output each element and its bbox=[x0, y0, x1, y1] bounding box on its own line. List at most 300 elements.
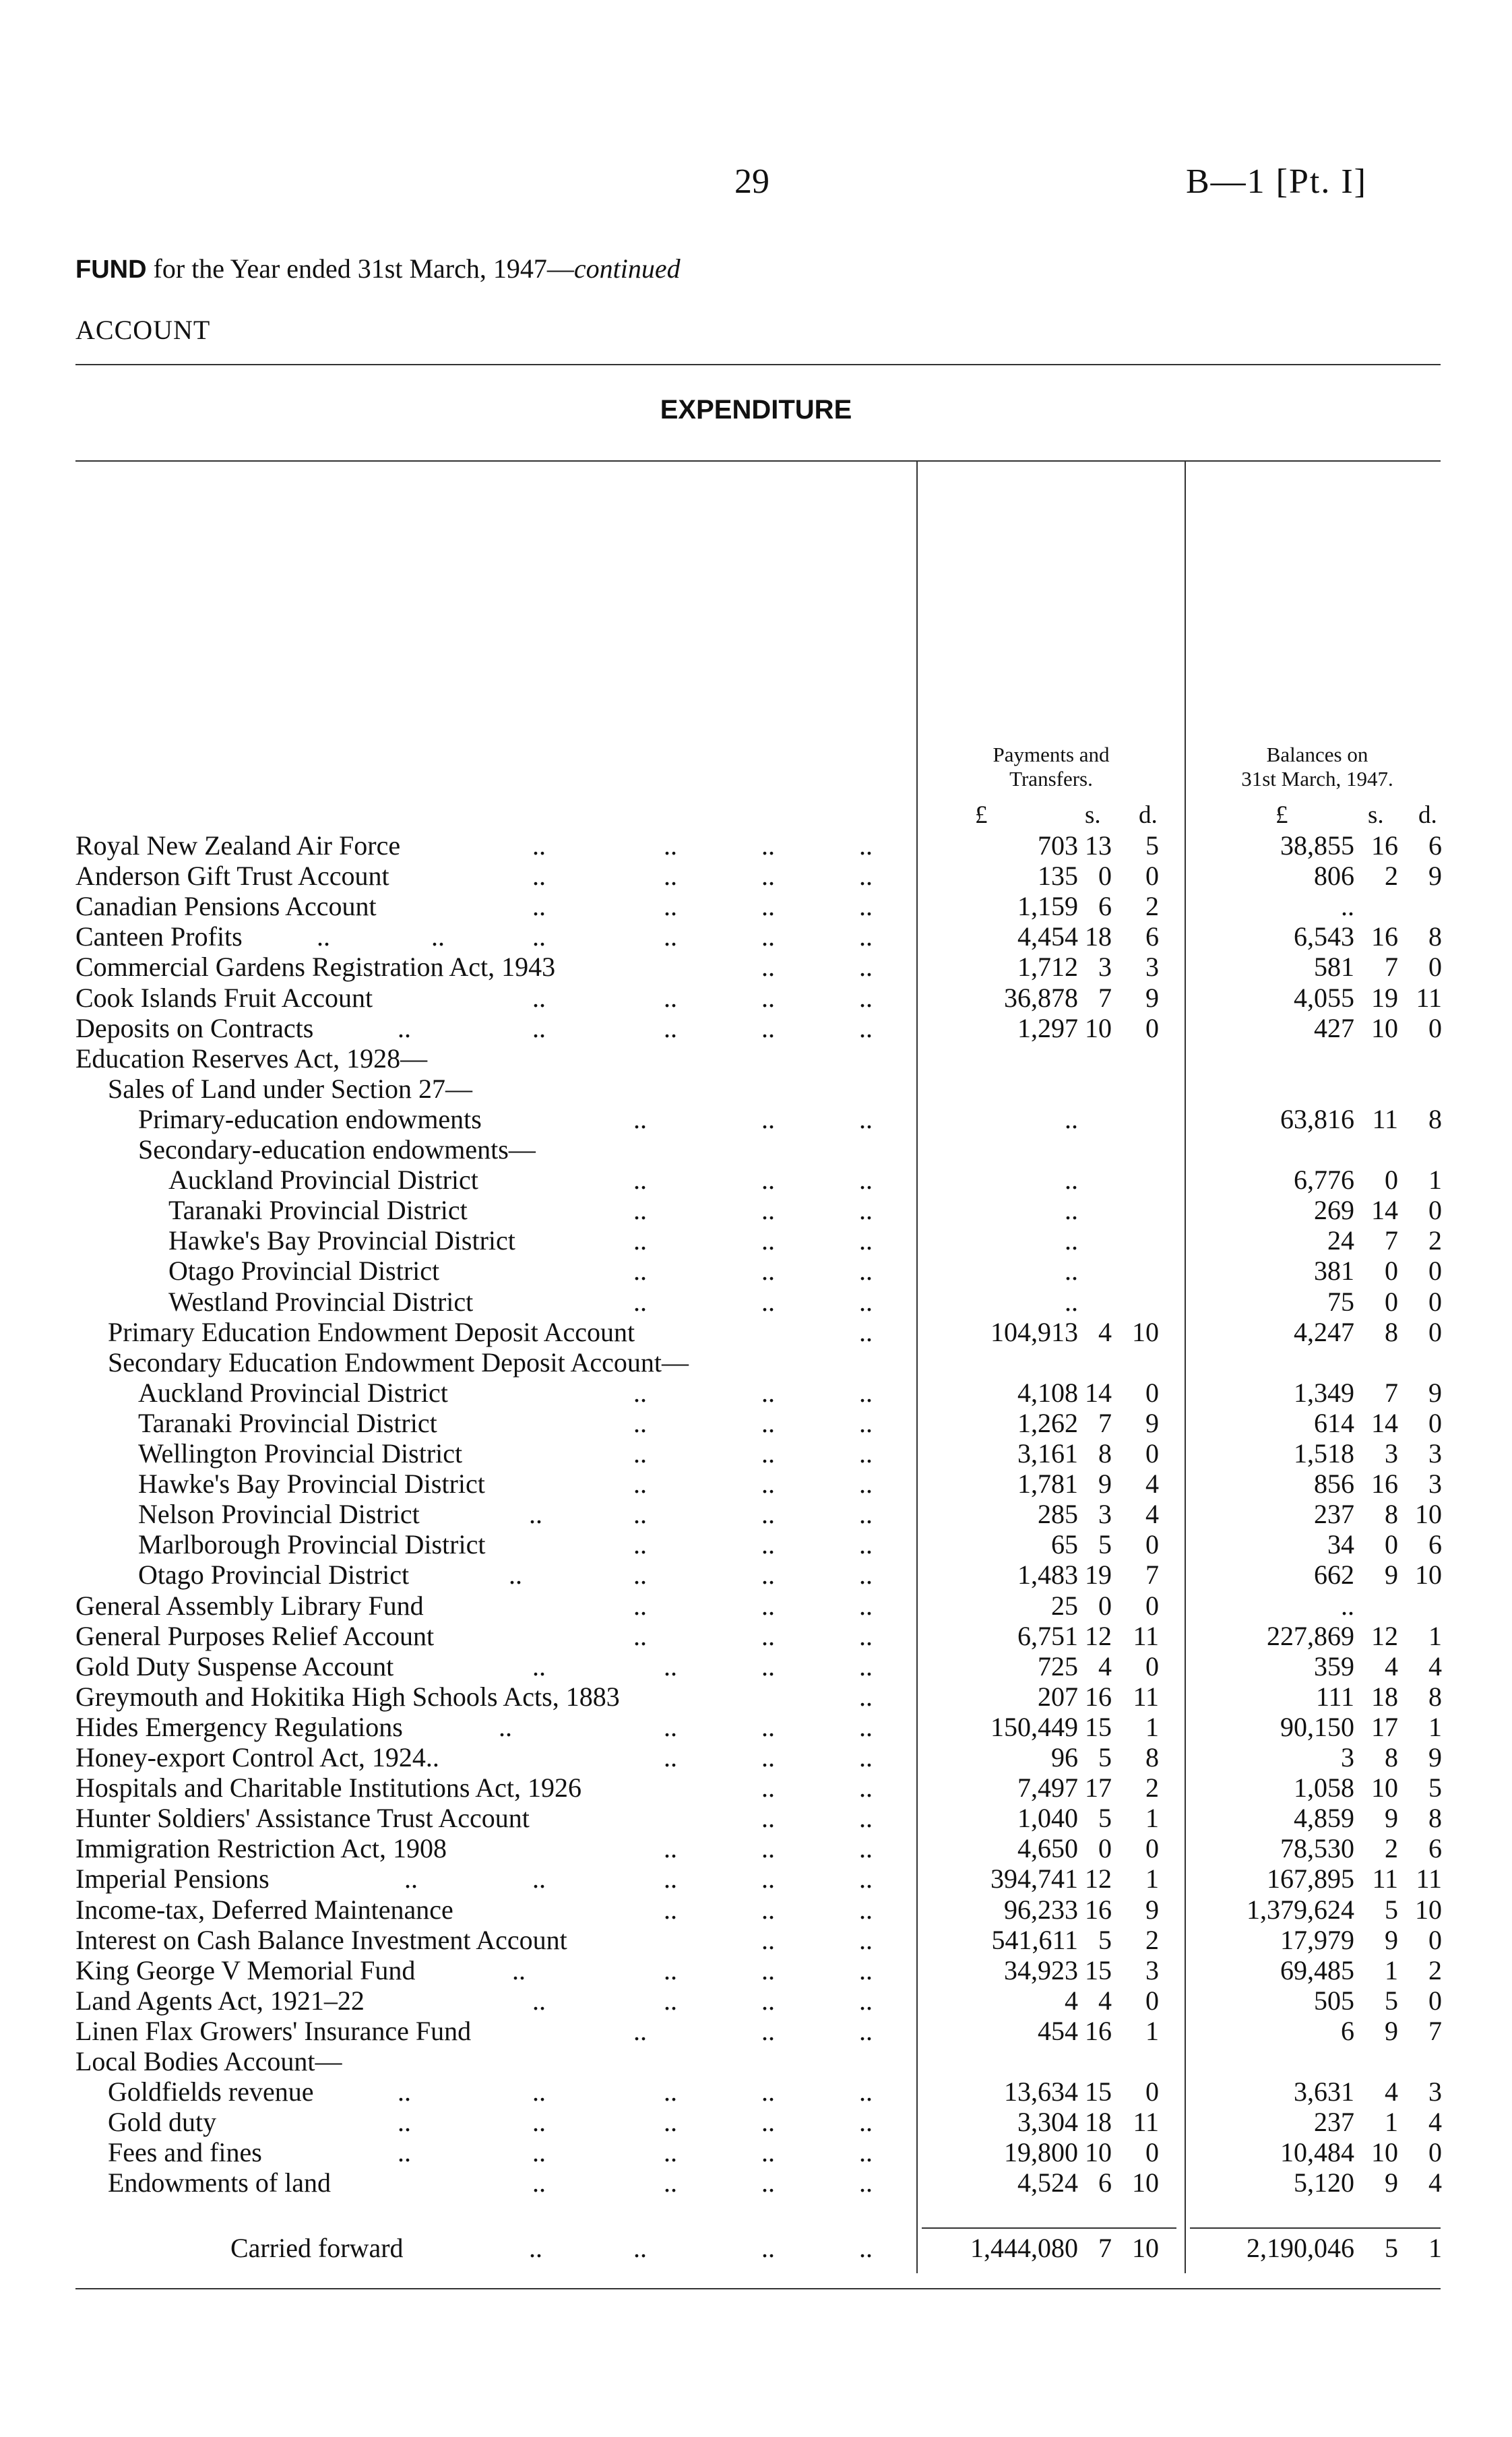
row-label: Hides Emergency Regulations bbox=[75, 1711, 403, 1742]
payments-shillings: 6 bbox=[1098, 891, 1112, 922]
leader-dot: .. bbox=[532, 1012, 546, 1043]
balances-pound-unit: £ bbox=[1275, 801, 1288, 829]
leader-dot: .. bbox=[761, 2015, 775, 2046]
row-label: Otago Provincial District bbox=[168, 1256, 440, 1287]
balances-shillings: 5 bbox=[1385, 1894, 1398, 1925]
leader-dot: .. bbox=[404, 1863, 418, 1894]
balances-pence: 8 bbox=[1428, 1681, 1442, 1712]
payments-pence-unit: d. bbox=[1139, 801, 1158, 829]
leader-dot: .. bbox=[761, 2233, 775, 2263]
balances-pounds: 269 bbox=[1314, 1195, 1354, 1226]
balances-pence: 9 bbox=[1428, 861, 1442, 892]
leader-dot: .. bbox=[532, 891, 546, 922]
table-row bbox=[0, 1621, 1512, 1651]
balances-pounds: 237 bbox=[1314, 2107, 1354, 2138]
balances-pounds: 10,484 bbox=[1280, 2137, 1354, 2168]
balances-shillings: 7 bbox=[1385, 1377, 1398, 1408]
balances-pence: 0 bbox=[1428, 952, 1442, 983]
leader-dot: .. bbox=[859, 1225, 873, 1256]
leader-dot: .. bbox=[664, 982, 677, 1013]
payments-pounds: 4,524 bbox=[1017, 2167, 1078, 2198]
balances-shillings: 0 bbox=[1385, 1529, 1398, 1560]
table-row bbox=[0, 1894, 1512, 1925]
leader-dot: .. bbox=[761, 1407, 775, 1438]
leader-dot: .. bbox=[859, 2137, 873, 2168]
balances-pence: 7 bbox=[1428, 2015, 1442, 2046]
balances-pounds: 69,485 bbox=[1280, 1954, 1354, 1985]
leader-dot: .. bbox=[664, 1894, 677, 1925]
table-row bbox=[0, 1833, 1512, 1863]
balances-pounds: 381 bbox=[1314, 1256, 1354, 1287]
account-label: ACCOUNT bbox=[75, 315, 211, 345]
row-label: Hospitals and Charitable Institutions Act, 1926 bbox=[75, 1772, 582, 1803]
leader-dot: .. bbox=[633, 1590, 647, 1621]
table-row bbox=[0, 1438, 1512, 1469]
row-label: Commercial Gardens Registration Act, 1943 bbox=[75, 952, 556, 983]
payments-pounds: 4,650 bbox=[1017, 1833, 1078, 1864]
payments-pounds: 34,923 bbox=[1004, 1954, 1078, 1985]
balances-shillings: 14 bbox=[1371, 1195, 1398, 1226]
payments-shillings: 0 bbox=[1098, 861, 1112, 892]
balances-shillings: 9 bbox=[1385, 1803, 1398, 1834]
balances-shillings: 11 bbox=[1372, 1103, 1398, 1134]
payments-pence: 1 bbox=[1145, 2015, 1159, 2046]
leader-dot: .. bbox=[532, 2137, 546, 2168]
balances-pence: 9 bbox=[1428, 1377, 1442, 1408]
payments-shillings: 0 bbox=[1098, 1833, 1112, 1864]
payments-pence: 3 bbox=[1145, 1954, 1159, 1985]
payments-column-heading bbox=[930, 743, 1172, 791]
row-label: Auckland Provincial District bbox=[138, 1377, 448, 1408]
leader-dot: .. bbox=[859, 952, 873, 983]
leader-dot: .. bbox=[761, 921, 775, 952]
continued-label: continued bbox=[573, 253, 681, 284]
table-row bbox=[0, 1317, 1512, 1347]
leader-dot: .. bbox=[859, 1377, 873, 1408]
balances-pence: 8 bbox=[1428, 1103, 1442, 1134]
balances-pounds: 17,979 bbox=[1280, 1924, 1354, 1955]
leader-dot: .. bbox=[633, 1529, 647, 1560]
leader-dot: .. bbox=[532, 2107, 546, 2138]
payments-shillings: 6 bbox=[1098, 2167, 1112, 2198]
payments-pence: 11 bbox=[1133, 1620, 1159, 1651]
leader-dot: .. bbox=[664, 2137, 677, 2168]
balances-heading-line2: 31st March, 1947. bbox=[1241, 767, 1393, 791]
row-label: Immigration Restriction Act, 1908 bbox=[75, 1833, 447, 1864]
balances-pounds: 581 bbox=[1314, 952, 1354, 983]
balances-pence: 0 bbox=[1428, 1407, 1442, 1438]
balances-pounds: 662 bbox=[1314, 1560, 1354, 1591]
leader-dot: .. bbox=[431, 921, 445, 952]
payments-pound-unit: £ bbox=[975, 801, 988, 829]
balances-pounds: 75 bbox=[1327, 1286, 1354, 1317]
row-label: Sales of Land under Section 27— bbox=[108, 1073, 472, 1104]
balances-pence: 6 bbox=[1428, 1833, 1442, 1864]
row-label: Cook Islands Fruit Account bbox=[75, 982, 373, 1013]
balances-pounds: 90,150 bbox=[1280, 1711, 1354, 1742]
table-row bbox=[0, 2046, 1512, 2076]
leader-dot: .. bbox=[398, 2076, 411, 2107]
payments-pounds: 1,297 bbox=[1017, 1012, 1078, 1043]
table-row bbox=[0, 921, 1512, 952]
leader-dot: .. bbox=[761, 1651, 775, 1682]
leader-dot: .. bbox=[664, 830, 677, 861]
payments-shillings: 10 bbox=[1085, 1012, 1112, 1043]
leader-dot: .. bbox=[761, 1954, 775, 1985]
payments-shillings: 4 bbox=[1098, 1651, 1112, 1682]
leader-dot: .. bbox=[761, 1438, 775, 1469]
table-row bbox=[0, 1591, 1512, 1621]
leader-dot: .. bbox=[859, 1681, 873, 1712]
leader-dot: .. bbox=[633, 2233, 647, 2263]
row-label: Canadian Pensions Account bbox=[75, 891, 377, 922]
leader-dot: .. bbox=[664, 921, 677, 952]
row-label: Hawke's Bay Provincial District bbox=[138, 1469, 485, 1500]
payments-pence: 0 bbox=[1145, 2137, 1159, 2168]
payments-pounds: 1,712 bbox=[1017, 952, 1078, 983]
balances-shillings: 7 bbox=[1385, 1225, 1398, 1256]
row-label: Nelson Provincial District bbox=[138, 1499, 420, 1530]
leader-dot: .. bbox=[859, 921, 873, 952]
balances-pence: 0 bbox=[1428, 1012, 1442, 1043]
balances-shillings: 4 bbox=[1385, 1651, 1398, 1682]
leader-dot: .. bbox=[761, 1863, 775, 1894]
leader-dot: .. bbox=[859, 1772, 873, 1803]
leader-dot: .. bbox=[859, 1803, 873, 1834]
balances-shillings: 16 bbox=[1371, 1469, 1398, 1500]
balances-pence: 3 bbox=[1428, 2076, 1442, 2107]
leader-dot: .. bbox=[633, 1438, 647, 1469]
table-row bbox=[0, 2107, 1512, 2137]
balances-shillings: 18 bbox=[1371, 1681, 1398, 1712]
leader-dot: .. bbox=[761, 1286, 775, 1317]
leader-dot: .. bbox=[761, 1803, 775, 1834]
row-label: Interest on Cash Balance Investment Account bbox=[75, 1924, 567, 1955]
balances-pence: 4 bbox=[1428, 1651, 1442, 1682]
leader-dot: .. bbox=[509, 1560, 522, 1591]
table-row bbox=[0, 1043, 1512, 1074]
row-label: Local Bodies Account— bbox=[75, 2046, 342, 2076]
leader-dot: .. bbox=[532, 1985, 546, 2016]
balances-pence: 6 bbox=[1428, 1529, 1442, 1560]
payments-heading-line1: Payments and bbox=[993, 743, 1110, 766]
payments-pence: 9 bbox=[1145, 982, 1159, 1013]
balances-shillings: 16 bbox=[1371, 830, 1398, 861]
payments-pence: 4 bbox=[1145, 1499, 1159, 1530]
row-label: Fees and fines bbox=[108, 2137, 262, 2168]
leader-dot: .. bbox=[633, 1499, 647, 1530]
row-label: Primary-education endowments bbox=[138, 1103, 482, 1134]
leader-dot: .. bbox=[761, 1256, 775, 1287]
leader-dot: .. bbox=[859, 830, 873, 861]
balances-pence: 1 bbox=[1428, 1620, 1442, 1651]
balances-pence: 6 bbox=[1428, 830, 1442, 861]
leader-dot: .. bbox=[664, 2107, 677, 2138]
payments-pence: 2 bbox=[1145, 1772, 1159, 1803]
total-balances-pounds: 2,190,046 bbox=[1247, 2233, 1354, 2263]
payments-shillings: 18 bbox=[1085, 921, 1112, 952]
row-label: General Purposes Relief Account bbox=[75, 1620, 435, 1651]
leader-dot: .. bbox=[664, 1711, 677, 1742]
payments-shillings: 16 bbox=[1085, 2015, 1112, 2046]
balances-pence: 9 bbox=[1428, 1742, 1442, 1772]
row-label: Royal New Zealand Air Force bbox=[75, 830, 401, 861]
payments-pence: 10 bbox=[1132, 2167, 1159, 2198]
leader-dot: .. bbox=[859, 2233, 873, 2263]
row-label: Income-tax, Deferred Maintenance bbox=[75, 1894, 453, 1925]
balances-pence: 8 bbox=[1428, 1803, 1442, 1834]
balances-pounds: 5,120 bbox=[1294, 2167, 1354, 2198]
leader-dot: .. bbox=[859, 1286, 873, 1317]
payments-pounds: 1,483 bbox=[1017, 1560, 1078, 1591]
balances-pounds: .. bbox=[1341, 1590, 1354, 1621]
payments-pence: 0 bbox=[1145, 1377, 1159, 1408]
row-label: Secondary-education endowments— bbox=[138, 1134, 536, 1165]
payments-pounds: 1,159 bbox=[1017, 891, 1078, 922]
leader-dot: .. bbox=[859, 1620, 873, 1651]
payments-shillings: 16 bbox=[1085, 1894, 1112, 1925]
balances-pounds: 505 bbox=[1314, 1985, 1354, 2016]
row-label: Goldfields revenue bbox=[108, 2076, 314, 2107]
table-row bbox=[0, 1287, 1512, 1317]
table-row bbox=[0, 891, 1512, 921]
payments-pounds: 454 bbox=[1038, 2015, 1078, 2046]
payments-pounds: 96,233 bbox=[1004, 1894, 1078, 1925]
total-balances-pence: 1 bbox=[1428, 2233, 1442, 2263]
leader-dot: .. bbox=[532, 2167, 546, 2198]
balances-pence: 0 bbox=[1428, 1195, 1442, 1226]
payments-pence: 2 bbox=[1145, 891, 1159, 922]
row-label: Imperial Pensions bbox=[75, 1863, 270, 1894]
page-number: 29 bbox=[734, 162, 769, 201]
leader-dot: .. bbox=[859, 1469, 873, 1500]
balances-total-rule bbox=[1190, 2227, 1441, 2229]
row-label: Marlborough Provincial District bbox=[138, 1529, 486, 1560]
leader-dot: .. bbox=[761, 1560, 775, 1591]
table-row bbox=[0, 1013, 1512, 1043]
table-row bbox=[0, 1074, 1512, 1104]
payments-shillings: 5 bbox=[1098, 1924, 1112, 1955]
leader-dot: .. bbox=[761, 1772, 775, 1803]
balances-pence: 5 bbox=[1428, 1772, 1442, 1803]
balances-shillings: 9 bbox=[1385, 1924, 1398, 1955]
leader-dot: .. bbox=[633, 1286, 647, 1317]
balances-shilling-unit: s. bbox=[1368, 801, 1384, 829]
payments-shillings: 12 bbox=[1085, 1863, 1112, 1894]
document-reference: B—1 [Pt. I] bbox=[1186, 162, 1367, 201]
row-label: Education Reserves Act, 1928— bbox=[75, 1043, 428, 1074]
payments-pounds: 96 bbox=[1051, 1742, 1078, 1772]
balances-pence: 0 bbox=[1428, 1316, 1442, 1347]
payments-pounds: 135 bbox=[1038, 861, 1078, 892]
table-row bbox=[0, 1256, 1512, 1286]
balances-shillings: 0 bbox=[1385, 1256, 1398, 1287]
leader-dot: .. bbox=[761, 1103, 775, 1134]
leader-dot: .. bbox=[529, 2233, 542, 2263]
fund-word: FUND bbox=[75, 255, 147, 284]
balances-pence: 0 bbox=[1428, 2137, 1442, 2168]
leader-dot: .. bbox=[761, 1377, 775, 1408]
payments-shillings: 4 bbox=[1098, 1985, 1112, 2016]
leader-dot: .. bbox=[532, 1651, 546, 1682]
balances-shillings: 3 bbox=[1385, 1438, 1398, 1469]
balances-heading-line1: Balances on bbox=[1266, 743, 1368, 766]
leader-dot: .. bbox=[859, 2015, 873, 2046]
table-row bbox=[0, 1560, 1512, 1590]
leader-dot: .. bbox=[532, 2076, 546, 2107]
row-label: Secondary Education Endowment Deposit Account— bbox=[108, 1347, 689, 1378]
leader-dot: .. bbox=[761, 1711, 775, 1742]
leader-dot: .. bbox=[633, 1560, 647, 1591]
fund-heading-text: for the Year ended 31st March, 1947— bbox=[146, 253, 574, 284]
balances-column-heading bbox=[1193, 743, 1442, 791]
table-row bbox=[0, 1225, 1512, 1256]
balances-shillings: 2 bbox=[1385, 1833, 1398, 1864]
payments-shillings: 8 bbox=[1098, 1438, 1112, 1469]
balances-pounds: 614 bbox=[1314, 1407, 1354, 1438]
payments-pounds: 104,913 bbox=[990, 1316, 1078, 1347]
leader-dot: .. bbox=[532, 861, 546, 892]
leader-dot: .. bbox=[664, 1954, 677, 1985]
payments-shillings: 16 bbox=[1085, 1681, 1112, 1712]
table-row bbox=[0, 952, 1512, 982]
balances-shillings: 8 bbox=[1385, 1742, 1398, 1772]
balances-pounds: 34 bbox=[1327, 1529, 1354, 1560]
payments-pounds: 6,751 bbox=[1017, 1620, 1078, 1651]
payments-pounds: 725 bbox=[1038, 1651, 1078, 1682]
payments-pounds: 207 bbox=[1038, 1681, 1078, 1712]
leader-dot: .. bbox=[859, 1499, 873, 1530]
leader-dot: .. bbox=[761, 830, 775, 861]
leader-dot: .. bbox=[398, 2107, 411, 2138]
payments-pounds: .. bbox=[1065, 1195, 1078, 1226]
table-row bbox=[0, 2167, 1512, 2198]
payments-pounds: 13,634 bbox=[1004, 2076, 1078, 2107]
payments-pounds: 7,497 bbox=[1017, 1772, 1078, 1803]
leader-dot: .. bbox=[761, 1012, 775, 1043]
balances-shillings: 8 bbox=[1385, 1499, 1398, 1530]
payments-pounds: 541,611 bbox=[991, 1924, 1078, 1955]
balances-shillings: 9 bbox=[1385, 2167, 1398, 2198]
row-label: Deposits on Contracts bbox=[75, 1012, 314, 1043]
leader-dot: .. bbox=[761, 1469, 775, 1500]
row-label: Anderson Gift Trust Account bbox=[75, 861, 389, 892]
table-row bbox=[0, 2137, 1512, 2167]
payments-pence: 2 bbox=[1145, 1924, 1159, 1955]
payments-pence: 1 bbox=[1145, 1863, 1159, 1894]
balances-pence-unit: d. bbox=[1418, 801, 1437, 829]
payments-pounds: 65 bbox=[1051, 1529, 1078, 1560]
table-row bbox=[0, 2016, 1512, 2046]
leader-dot: .. bbox=[532, 1863, 546, 1894]
balances-pence: 0 bbox=[1428, 1924, 1442, 1955]
balances-shillings: 0 bbox=[1385, 1286, 1398, 1317]
leader-dot: .. bbox=[761, 1529, 775, 1560]
payments-pounds: 150,449 bbox=[990, 1711, 1078, 1742]
payments-shilling-unit: s. bbox=[1085, 801, 1101, 829]
leader-dot: .. bbox=[859, 1985, 873, 2016]
balances-pounds: .. bbox=[1341, 891, 1354, 922]
leader-dot: .. bbox=[859, 1711, 873, 1742]
leader-dot: .. bbox=[529, 1499, 542, 1530]
payments-pounds: 19,800 bbox=[1004, 2137, 1078, 2168]
balances-pounds: 3,631 bbox=[1294, 2076, 1354, 2107]
total-payments-shillings: 7 bbox=[1098, 2233, 1112, 2263]
leader-dot: .. bbox=[664, 2167, 677, 2198]
table-row bbox=[0, 1378, 1512, 1408]
balances-pounds: 427 bbox=[1314, 1012, 1354, 1043]
balances-pounds: 1,518 bbox=[1294, 1438, 1354, 1469]
leader-dot: .. bbox=[859, 1651, 873, 1682]
balances-shillings: 10 bbox=[1371, 2137, 1398, 2168]
row-label: Auckland Provincial District bbox=[168, 1165, 478, 1196]
payments-shillings: 17 bbox=[1085, 1772, 1112, 1803]
balances-pence: 2 bbox=[1428, 1225, 1442, 1256]
balances-pounds: 38,855 bbox=[1280, 830, 1354, 861]
table-row bbox=[0, 1104, 1512, 1134]
row-label: Taranaki Provincial District bbox=[138, 1407, 437, 1438]
leader-dot: .. bbox=[633, 1103, 647, 1134]
payments-shillings: 3 bbox=[1098, 1499, 1112, 1530]
leader-dot: .. bbox=[761, 891, 775, 922]
payments-pounds: 3,161 bbox=[1017, 1438, 1078, 1469]
table-row bbox=[0, 1499, 1512, 1529]
table-row bbox=[0, 830, 1512, 861]
payments-pounds: 394,741 bbox=[990, 1863, 1078, 1894]
payments-shillings: 15 bbox=[1085, 1954, 1112, 1985]
balances-pence: 4 bbox=[1428, 2167, 1442, 2198]
leader-dot: .. bbox=[859, 1954, 873, 1985]
payments-pence: 0 bbox=[1145, 1985, 1159, 2016]
payments-shillings: 18 bbox=[1085, 2107, 1112, 2138]
payments-pence: 0 bbox=[1145, 1529, 1159, 1560]
payments-pence: 9 bbox=[1145, 1894, 1159, 1925]
payments-pounds: 703 bbox=[1038, 830, 1078, 861]
leader-dot: .. bbox=[761, 1165, 775, 1196]
balances-pounds: 3 bbox=[1341, 1742, 1354, 1772]
table-row bbox=[0, 2076, 1512, 2107]
table-row bbox=[0, 1682, 1512, 1712]
leader-dot: .. bbox=[761, 1225, 775, 1256]
leader-dot: .. bbox=[859, 2076, 873, 2107]
balances-pence: 2 bbox=[1428, 1954, 1442, 1985]
leader-dot: .. bbox=[761, 1833, 775, 1864]
leader-dot: .. bbox=[761, 2167, 775, 2198]
payments-pence: 6 bbox=[1145, 921, 1159, 952]
leader-dot: .. bbox=[664, 1012, 677, 1043]
leader-dot: .. bbox=[317, 921, 330, 952]
payments-pence: 0 bbox=[1145, 861, 1159, 892]
payments-shillings: 7 bbox=[1098, 1407, 1112, 1438]
payments-shillings: 12 bbox=[1085, 1620, 1112, 1651]
payments-shillings: 10 bbox=[1085, 2137, 1112, 2168]
balances-pounds: 227,869 bbox=[1267, 1620, 1354, 1651]
row-label: Gold duty bbox=[108, 2107, 217, 2138]
payments-pence: 0 bbox=[1145, 2076, 1159, 2107]
payments-total-rule bbox=[922, 2227, 1176, 2229]
balances-shillings: 12 bbox=[1371, 1620, 1398, 1651]
leader-dot: .. bbox=[859, 1924, 873, 1955]
leader-dot: .. bbox=[859, 2167, 873, 2198]
leader-dot: .. bbox=[859, 1560, 873, 1591]
payments-shillings: 19 bbox=[1085, 1560, 1112, 1591]
payments-pounds: 285 bbox=[1038, 1499, 1078, 1530]
balances-pence: 0 bbox=[1428, 1985, 1442, 2016]
leader-dot: .. bbox=[859, 1165, 873, 1196]
table-row bbox=[0, 1955, 1512, 1985]
balances-shillings: 2 bbox=[1385, 861, 1398, 892]
leader-dot: .. bbox=[859, 1195, 873, 1226]
